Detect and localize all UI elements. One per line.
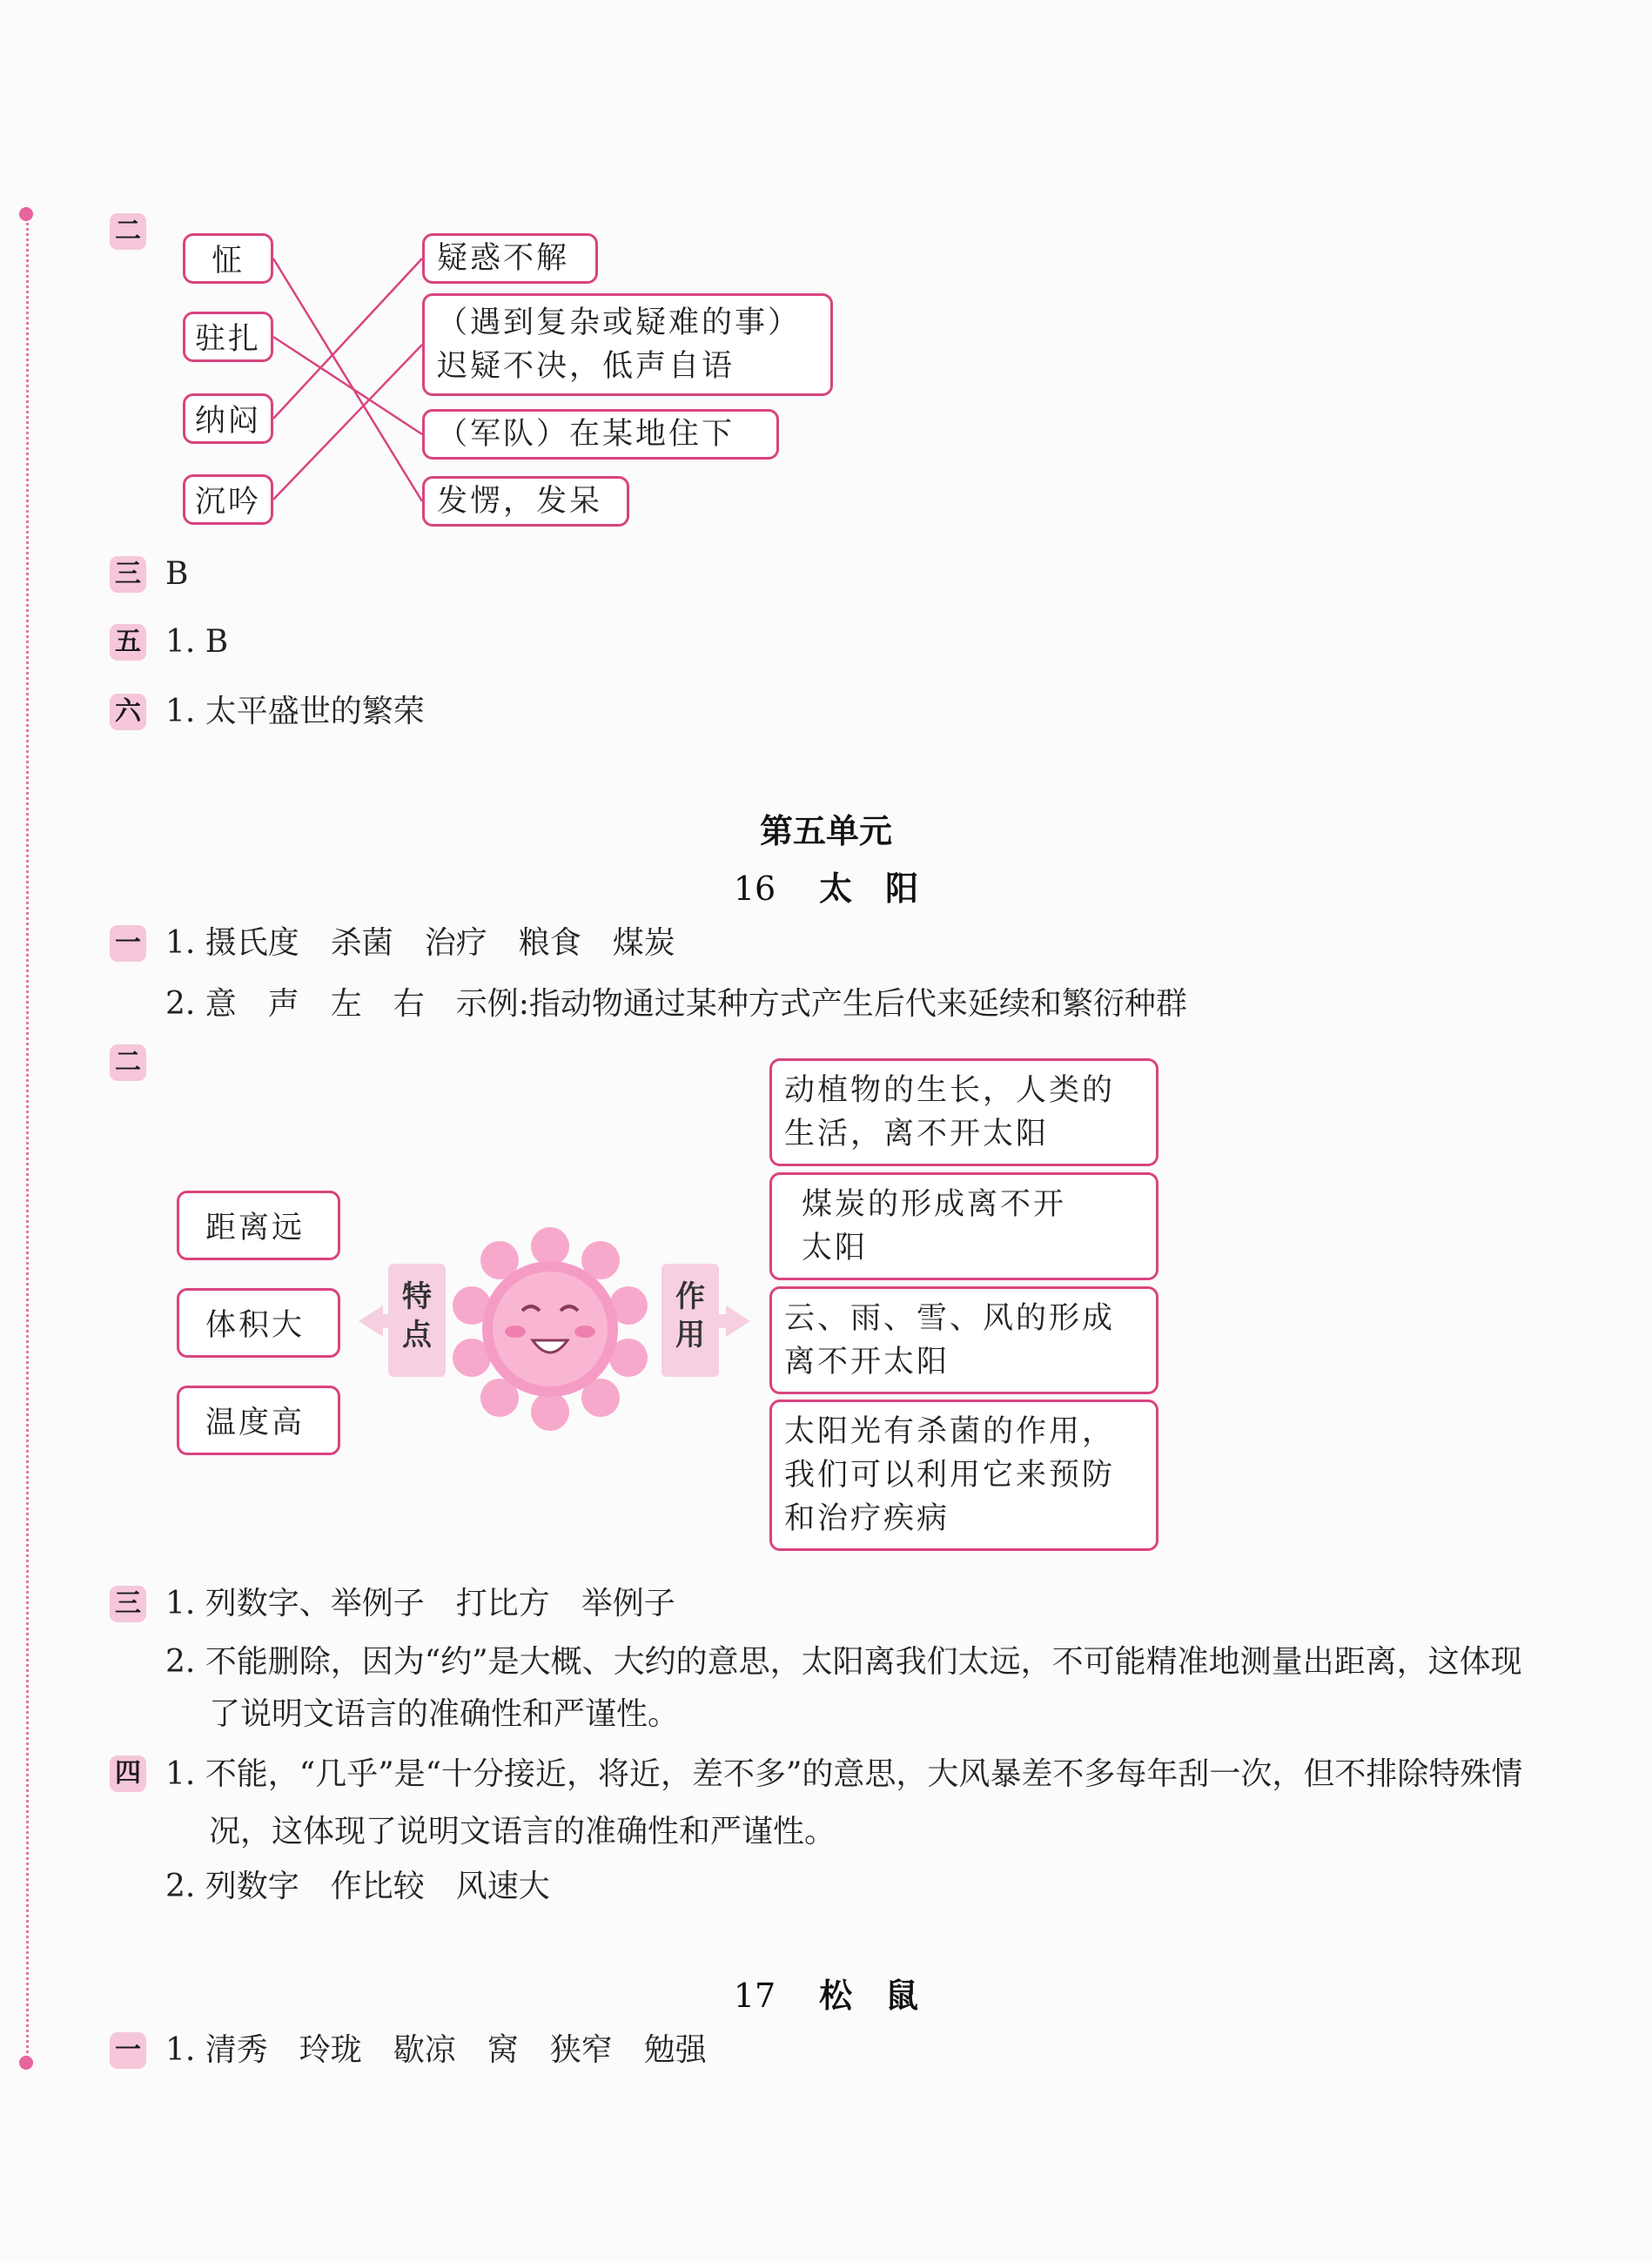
match-word-2: 驻扎 — [183, 312, 273, 362]
effect-label: 作 用 — [661, 1264, 719, 1377]
lesson-16-title: 太 阳 — [819, 869, 919, 908]
feature-box-2: 体积大 — [177, 1288, 340, 1358]
feature-label: 特 点 — [388, 1264, 446, 1377]
match-meaning-3: （军队）在某地住下 — [422, 409, 779, 460]
lesson-17-heading — [0, 1969, 1652, 2017]
effect-box-1-line1: 动植物的生长，人类的 — [784, 1073, 1116, 1108]
l16-s1-line1: 1. 摄氏度 杀菌 治疗 粮食 煤炭 — [165, 925, 675, 961]
effect-box-4-line2: 我们可以利用它来预防 — [784, 1458, 1116, 1493]
l17-badge-1: 一 — [110, 2032, 146, 2069]
match-meaning-4: 发愣，发呆 — [422, 476, 629, 527]
match-word-1: 怔 — [183, 233, 273, 284]
effect-box-2 — [769, 1172, 1158, 1280]
section3-answer: B — [165, 556, 189, 592]
l17-s1-line1: 1. 清秀 玲珑 歇凉 窝 狭窄 勉强 — [165, 2032, 707, 2068]
section5-answer: 1. B — [165, 624, 229, 660]
effect-box-1 — [769, 1058, 1158, 1166]
feature-arrow-icon — [359, 1306, 390, 1337]
effect-box-1-line2: 生活，离不开太阳 — [784, 1117, 1050, 1151]
l16-badge-3: 三 — [110, 1586, 146, 1622]
effect-box-3-line1: 云、雨、雪、风的形成 — [784, 1301, 1116, 1336]
l16-s3-line2 — [165, 1636, 1541, 1741]
l16-s3-line1: 1. 列数字、举例子 打比方 举例子 — [165, 1586, 675, 1621]
section6-answer: 1. 太平盛世的繁荣 — [165, 694, 425, 729]
l16-badge-2: 二 — [110, 1044, 146, 1081]
feature-box-3: 温度高 — [177, 1386, 340, 1455]
effect-box-4-line1: 太阳光有杀菌的作用， — [784, 1414, 1116, 1449]
effect-box-4 — [769, 1399, 1158, 1551]
l16-s3-line2-text: 2. 不能删除，因为“约”是大概、大约的意思，太阳离我们太远，不可能精准地测量出距离，这体现了说明文语言的准确性和严谨性。 — [165, 1644, 1522, 1732]
section-badge-5: 五 — [110, 624, 146, 661]
l16-badge-4: 四 — [110, 1755, 146, 1792]
effect-box-4-line3: 和治疗疾病 — [784, 1501, 950, 1536]
l16-s4-line1 — [165, 1746, 1541, 1861]
match-word-4: 沉吟 — [183, 474, 273, 525]
lesson-17-title: 松 鼠 — [819, 1977, 919, 2015]
effect-box-2-line1: 煤炭的形成离不开 — [802, 1187, 1067, 1222]
match-word-3: 纳闷 — [183, 393, 273, 444]
l16-s1-line2: 2. 意 声 左 右 示例:指动物通过某种方式产生后代来延续和繁衍种群 — [165, 986, 1187, 1022]
match-meaning-2-line2: 迟疑不决，低声自语 — [437, 349, 735, 384]
effect-box-3-line2: 离不开太阳 — [784, 1345, 950, 1379]
l16-badge-1: 一 — [110, 925, 146, 962]
section-badge-3: 三 — [110, 556, 146, 593]
effect-arrow-icon — [719, 1306, 750, 1337]
section-badge-6: 六 — [110, 694, 146, 730]
l16-s4-line2: 2. 列数字 作比较 风速大 — [165, 1869, 550, 1904]
match-meaning-2-line1: （遇到复杂或疑难的事） — [437, 305, 802, 340]
section-badge-2: 二 — [110, 213, 146, 250]
match-meaning-1: 疑惑不解 — [422, 233, 598, 284]
effect-box-2-line2: 太阳 — [802, 1231, 869, 1265]
unit-title: 第五单元 — [759, 812, 892, 850]
effect-box-3 — [769, 1286, 1158, 1394]
lesson-16-number: 16 — [733, 869, 776, 908]
lesson-17-number: 17 — [733, 1977, 776, 2015]
smiling-sun-icon — [453, 1227, 648, 1431]
feature-box-1: 距离远 — [177, 1191, 340, 1260]
l16-s4-line1-text: 1. 不能，“几乎”是“十分接近，将近，差不多”的意思，大风暴差不多每年刮一次，但不排除特殊情况，这体现了说明文语言的准确性和严谨性。 — [165, 1756, 1523, 1849]
